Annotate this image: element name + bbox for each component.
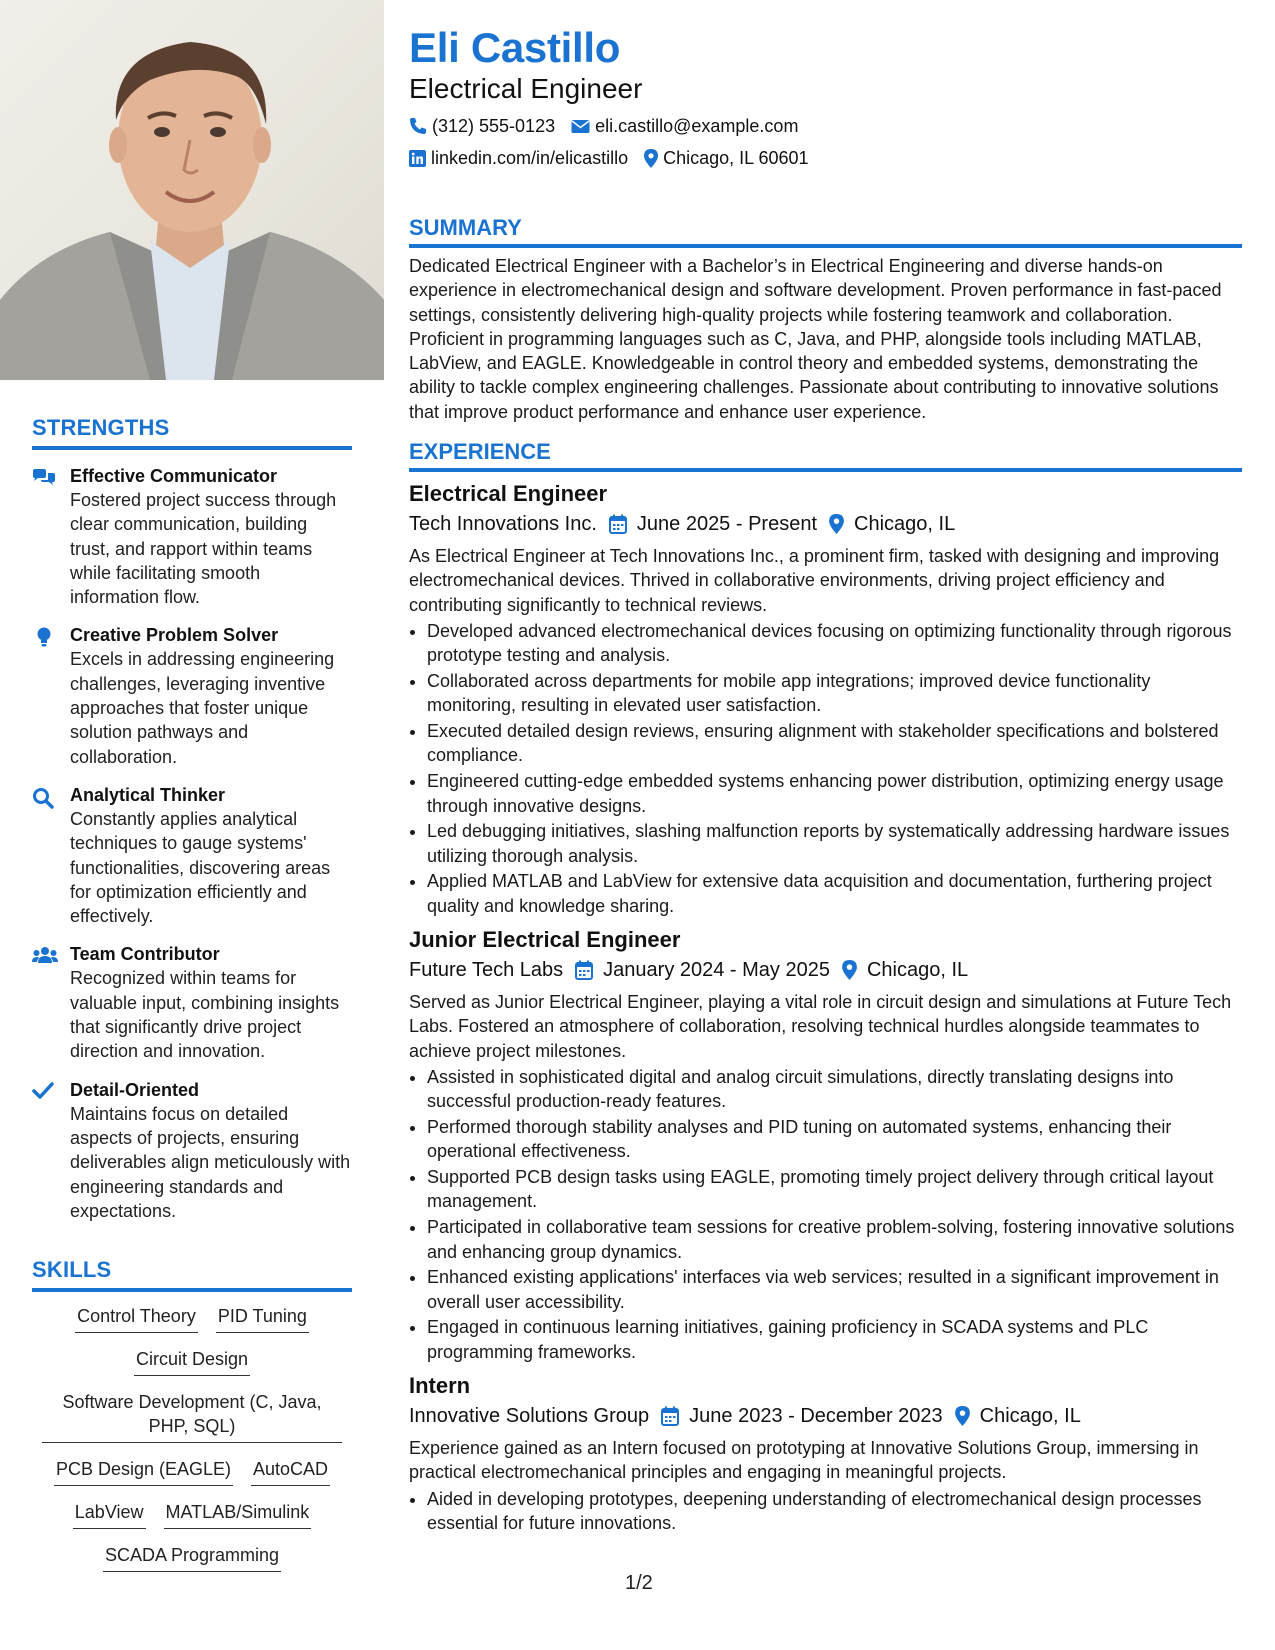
right-column <box>409 22 1242 1537</box>
map-pin-icon <box>955 1406 970 1426</box>
chat-bubbles-icon <box>32 464 70 609</box>
linkedin-icon <box>409 150 426 167</box>
summary-text: Dedicated Electrical Engineer with a Bachelor’s in Electrical Engineering and diverse hands-on experience in electromechanical design and software development. Proven performance in fast-paced settings, consistently delivering high-quality projects while fostering teamwork and collaboration. Proficient in programming languages such as C, Java, and PHP, alongside tools including MATLAB, LabView, and EAGLE. Knowledgeable in control theory and embedded systems, demonstrating the ability to tackle complex engineering challenges. Passionate about contributing to innovative solutions that improve product performance and enhance user experience. <box>409 256 1222 422</box>
job-bullet: • Collaborated across departments for mobile app integrations; improved device functionality monitoring, resulting in elevated user satisfaction. <box>427 669 1242 718</box>
skills-list <box>32 1304 352 1572</box>
checkmark-icon <box>32 1078 70 1223</box>
person-portrait-image <box>0 0 384 380</box>
lightbulb-icon <box>32 623 70 768</box>
summary-section <box>409 214 1242 424</box>
job-description: Experience gained as an Intern focused on prototyping at Innovative Solutions Group, immersing in practical electromechanical principles and engaging in meaningful projects. <box>409 1437 1199 1483</box>
strength-description: Maintains focus on detailed aspects of projects, ensuring deliverables align meticulously with engineering standards and expectations. <box>70 1103 351 1221</box>
strength-title: Creative Problem Solver <box>70 625 279 646</box>
job-bullet: • Participated in collaborative team sessions for creative problem-solving, fostering innovative solutions and enhancing group dynamics. <box>427 1215 1242 1264</box>
strength-title: Detail-Oriented <box>70 1079 200 1100</box>
job-company: Innovative Solutions Group <box>409 1404 650 1427</box>
skills-heading: SKILLS <box>32 1256 352 1292</box>
map-pin-icon <box>644 149 658 168</box>
job-bullet: • Developed advanced electromechanical devices focusing on optimizing functionality through rigorous prototype testing and analysis. <box>427 619 1242 668</box>
strength-title: Team Contributor <box>70 944 220 965</box>
job-location: Chicago, IL <box>866 959 969 982</box>
phone-contact[interactable] <box>409 114 555 138</box>
email-text: eli.castillo@example.com <box>595 116 799 136</box>
job-meta <box>409 1402 1242 1430</box>
strength-item <box>32 783 352 928</box>
job-bullets <box>409 1487 1242 1536</box>
location-text: Chicago, IL 60601 <box>663 148 809 168</box>
skill-tag: LabView <box>73 1500 146 1529</box>
linkedin-contact[interactable] <box>409 146 628 170</box>
job-meta <box>409 956 1242 984</box>
map-pin-icon <box>829 514 844 534</box>
strength-title: Analytical Thinker <box>70 784 226 805</box>
candidate-name: Eli Castillo <box>409 24 621 71</box>
job-bullet: • Performed thorough stability analyses and PID tuning on automated systems, enhancing their operational effectiveness. <box>427 1115 1242 1164</box>
skill-tag: MATLAB/Simulink <box>164 1500 312 1529</box>
strength-item <box>32 1078 352 1223</box>
skill-tag: SCADA Programming <box>103 1543 281 1572</box>
job-company: Future Tech Labs <box>409 959 564 982</box>
users-icon <box>32 942 70 1063</box>
job-location: Chicago, IL <box>854 513 956 536</box>
search-icon <box>32 783 70 928</box>
page-number: 1/2 <box>625 1572 653 1594</box>
job-dates: January 2024 - May 2025 <box>603 959 830 982</box>
job-meta <box>409 510 1242 538</box>
candidate-title: Electrical Engineer <box>409 73 643 104</box>
calendar-icon <box>661 1406 679 1426</box>
envelope-icon <box>571 119 590 134</box>
skill-tag: PID Tuning <box>216 1304 309 1333</box>
job-dates: June 2023 - December 2023 <box>689 1404 943 1427</box>
job-bullet: • Engineered cutting-edge embedded systems enhancing power distribution, optimizing energy usage through innovative designs. <box>427 769 1242 818</box>
job-entry <box>409 480 1242 918</box>
job-bullets <box>409 1065 1242 1364</box>
strength-description: Fostered project success through clear communication, building trust, and rapport within teams while facilitating smooth information flow. <box>70 490 337 608</box>
strength-item <box>32 942 352 1063</box>
calendar-icon <box>609 514 627 534</box>
job-dates: June 2025 - Present <box>636 513 818 536</box>
job-bullet: • Applied MATLAB and LabView for extensive data acquisition and documentation, furthering project quality and knowledge sharing. <box>427 869 1242 918</box>
strengths-heading: STRENGTHS <box>32 414 352 450</box>
experience-section <box>409 438 1242 1535</box>
skill-tag: Control Theory <box>75 1304 198 1333</box>
calendar-icon <box>575 960 593 980</box>
job-role: Junior Electrical Engineer <box>409 927 681 953</box>
strength-item <box>32 623 352 768</box>
strength-title: Effective Communicator <box>70 466 278 486</box>
skills-section <box>32 1256 352 1586</box>
contact-row-1 <box>409 114 1242 138</box>
email-contact[interactable] <box>571 114 798 138</box>
job-role: Electrical Engineer <box>409 481 608 507</box>
job-bullet: • Enhanced existing applications' interfaces via web services; resulted in a significant improvement in overall user accessibility. <box>427 1265 1242 1314</box>
job-bullet: • Engaged in continuous learning initiatives, gaining proficiency in SCADA systems and PLC programming frameworks. <box>427 1315 1242 1364</box>
strength-description: Recognized within teams for valuable input, combining insights that significantly drive project direction and innovation. <box>70 968 340 1062</box>
job-bullet: • Executed detailed design reviews, ensuring alignment with stakeholder specifications and bolstered compliance. <box>427 719 1242 768</box>
contact-row-2 <box>409 146 1242 170</box>
job-description: As Electrical Engineer at Tech Innovations Inc., a prominent firm, tasked with designing and improving electromechanical devices. Thrived in collaborative environments, driving project efficiency and contributing significantly to technical reviews. <box>409 546 1220 615</box>
linkedin-text: linkedin.com/in/elicastillo <box>431 148 629 168</box>
job-description: Served as Junior Electrical Engineer, playing a vital role in circuit design and simulations at Future Tech Labs. Fostered an atmosphere of collaboration, resolving technical hurdles alongside teammates to achieve project milestones. <box>409 992 1232 1061</box>
job-bullet: • Led debugging initiatives, slashing malfunction reports by systematically addressing hardware issues utilizing thorough analysis. <box>427 819 1242 868</box>
phone-text: (312) 555-0123 <box>432 116 556 136</box>
strength-description: Constantly applies analytical techniques to gauge systems' functionalities, discovering areas for optimization efficiently and effectively. <box>70 808 331 927</box>
job-role: Intern <box>409 1372 471 1398</box>
phone-icon <box>409 117 427 135</box>
strengths-section <box>32 414 352 1223</box>
skill-tag: Circuit Design <box>134 1347 250 1376</box>
job-company: Tech Innovations Inc. <box>409 513 597 536</box>
experience-heading: EXPERIENCE <box>409 438 1242 472</box>
job-bullet: • Supported PCB design tasks using EAGLE, promoting timely project delivery through critical layout management. <box>427 1165 1242 1214</box>
skill-tag: PCB Design (EAGLE) <box>54 1457 233 1486</box>
job-bullet: • Aided in developing prototypes, deepening understanding of electromechanical design processes essential for future innovations. <box>427 1487 1242 1536</box>
job-entry <box>409 926 1242 1364</box>
job-bullets <box>409 619 1242 918</box>
job-location: Chicago, IL <box>979 1404 1081 1427</box>
job-bullet: • Assisted in sophisticated digital and analog circuit simulations, directly translating designs into successful production-ready features. <box>427 1065 1242 1114</box>
left-column <box>0 0 384 1650</box>
skill-tag: Software Development (C, Java, PHP, SQL) <box>42 1390 342 1443</box>
profile-photo <box>0 0 384 380</box>
job-entry <box>409 1372 1242 1535</box>
strength-item <box>32 464 352 609</box>
location-contact <box>644 146 808 170</box>
strength-description: Excels in addressing engineering challenges, leveraging inventive approaches that foster unique solution pathways and collaboration. <box>70 649 335 767</box>
summary-heading: SUMMARY <box>409 214 1242 248</box>
map-pin-icon <box>842 960 857 980</box>
skill-tag: AutoCAD <box>251 1457 330 1486</box>
